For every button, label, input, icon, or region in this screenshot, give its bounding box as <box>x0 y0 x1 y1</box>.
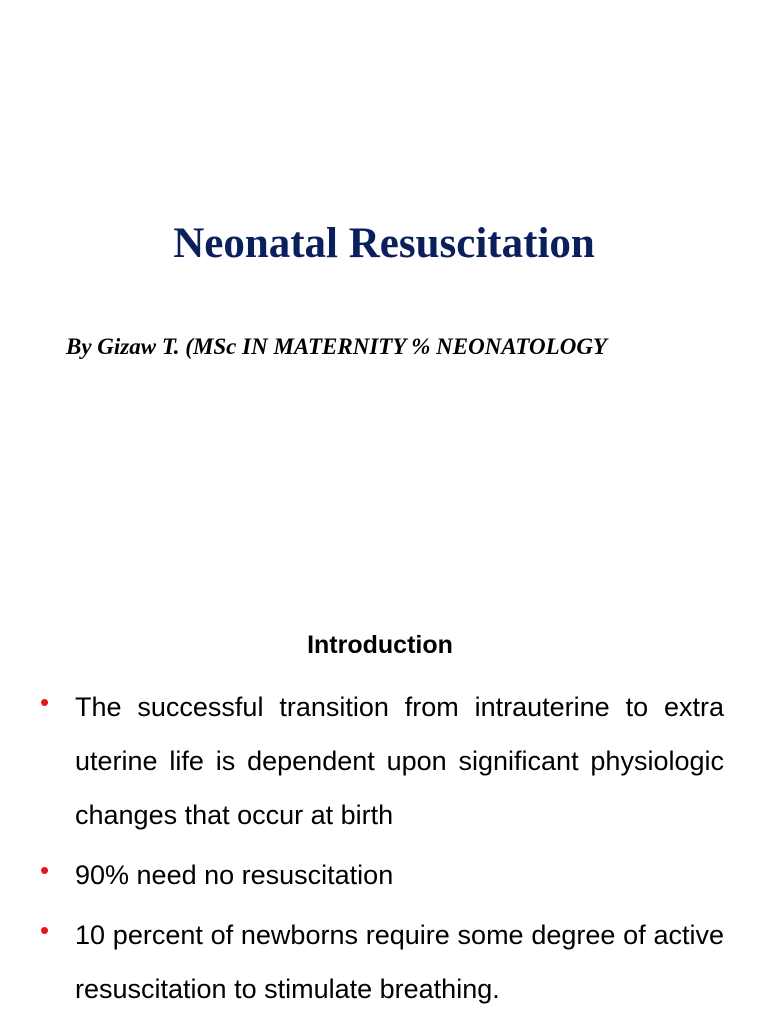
section-heading: Introduction <box>307 631 453 659</box>
bullet-item-active-resuscitation <box>40 908 724 1016</box>
bullet-dot-icon: • <box>40 915 50 945</box>
bullet-text: 10 percent of newborns require some degree of active resuscitation to stimulate breathing. <box>75 920 724 1004</box>
slide-subtitle: By Gizaw T. (MSc IN MATERNITY % NEONATOLOGY <box>66 334 607 359</box>
bullet-dot-icon: • <box>40 855 50 885</box>
bullet-list <box>40 680 724 1022</box>
bullet-text: The successful transition from intrauterine to extra uterine life is dependent upon significant physiologic changes that occur at birth <box>75 692 724 830</box>
bullet-item-transition <box>40 680 724 842</box>
bullet-text: 90% need no resuscitation <box>75 860 394 890</box>
bullet-dot-icon: • <box>40 687 50 717</box>
slide-title: Neonatal Resuscitation <box>173 220 595 267</box>
bullet-item-no-resuscitation <box>40 848 724 902</box>
